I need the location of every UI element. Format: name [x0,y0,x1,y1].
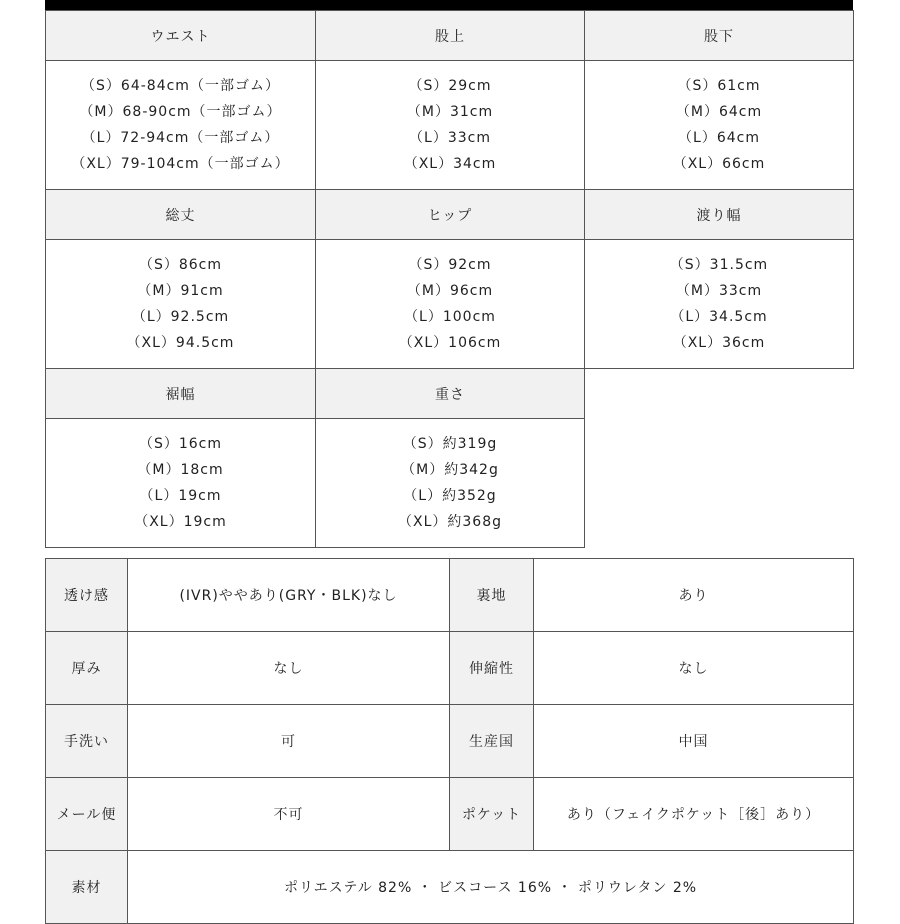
mail-delivery-label: メール便 [46,778,128,851]
size-xl-value: （XL）106cm [398,335,502,351]
spec-row [46,559,854,632]
size-s-value: （S）16cm [138,436,223,452]
size-l-value: （L）100cm [404,309,496,325]
size-s-value: （S）61cm [677,78,761,94]
size-l-value: （L）33cm [409,130,491,146]
rise-header: 股上 [316,11,585,61]
origin-label: 生産国 [450,705,534,778]
size-header-row [46,11,854,61]
size-xl-value: （XL）約368g [398,514,502,530]
waist-values [46,61,316,190]
spec-row [46,632,854,705]
length-header: 総丈 [46,190,316,240]
pocket-value: あり（フェイクポケット［後］あり） [534,778,854,851]
size-s-value: （S）29cm [408,78,492,94]
empty-cell [585,419,854,548]
size-s-value: （S）約319g [402,436,498,452]
size-s-value: （S）86cm [138,257,223,273]
hem-width-values [46,419,316,548]
origin-value: 中国 [534,705,854,778]
size-l-value: （L）64cm [678,130,760,146]
size-l-value: （L）92.5cm [131,309,230,325]
pocket-label: ポケット [450,778,534,851]
mail-delivery-value: 不可 [128,778,450,851]
inseam-values [585,61,854,190]
size-m-value: （M）68-90cm（一部ゴム） [79,104,282,120]
waist-header: ウエスト [46,11,316,61]
thickness-label: 厚み [46,632,128,705]
size-m-value: （M）64cm [675,104,763,120]
size-m-value: （M）18cm [137,462,224,478]
material-value: ポリエステル 82% ・ ビスコース 16% ・ ポリウレタン 2% [128,851,854,924]
length-values [46,240,316,369]
material-label: 素材 [46,851,128,924]
spec-row [46,778,854,851]
size-xl-value: （XL）34cm [403,156,497,172]
size-m-value: （M）33cm [675,283,763,299]
thigh-width-values [585,240,854,369]
top-bar [45,0,853,10]
hand-wash-value: 可 [128,705,450,778]
size-xl-value: （XL）79-104cm（一部ゴム） [71,156,290,172]
weight-values [316,419,585,548]
size-l-value: （L）34.5cm [670,309,768,325]
inseam-header: 股下 [585,11,854,61]
size-l-value: （L）72-94cm（一部ゴム） [81,130,280,146]
size-xl-value: （XL）66cm [672,156,766,172]
hand-wash-label: 手洗い [46,705,128,778]
size-xl-value: （XL）19cm [134,514,227,530]
hem-width-header: 裾幅 [46,369,316,419]
size-header-row [46,369,854,419]
spec-table [45,558,854,924]
size-l-value: （L）約352g [403,488,497,504]
thigh-width-header: 渡り幅 [585,190,854,240]
stretch-label: 伸縮性 [450,632,534,705]
lining-label: 裏地 [450,559,534,632]
size-value-row [46,240,854,369]
sheerness-value: (IVR)ややあり(GRY・BLK)なし [128,559,450,632]
size-s-value: （S）92cm [408,257,492,273]
stretch-value: なし [534,632,854,705]
size-m-value: （M）91cm [137,283,224,299]
hip-header: ヒップ [316,190,585,240]
sheerness-label: 透け感 [46,559,128,632]
size-xl-value: （XL）94.5cm [126,335,235,351]
spec-row [46,705,854,778]
size-value-row [46,61,854,190]
size-m-value: （M）96cm [406,283,494,299]
size-l-value: （L）19cm [139,488,222,504]
weight-header: 重さ [316,369,585,419]
size-m-value: （M）約342g [401,462,499,478]
material-row [46,851,854,924]
size-header-row [46,190,854,240]
size-s-value: （S）64-84cm（一部ゴム） [81,78,280,94]
size-s-value: （S）31.5cm [669,257,769,273]
size-m-value: （M）31cm [406,104,494,120]
size-xl-value: （XL）36cm [672,335,766,351]
size-value-row [46,419,854,548]
size-table [45,10,854,548]
hip-values [316,240,585,369]
thickness-value: なし [128,632,450,705]
rise-values [316,61,585,190]
lining-value: あり [534,559,854,632]
empty-cell [585,369,854,419]
